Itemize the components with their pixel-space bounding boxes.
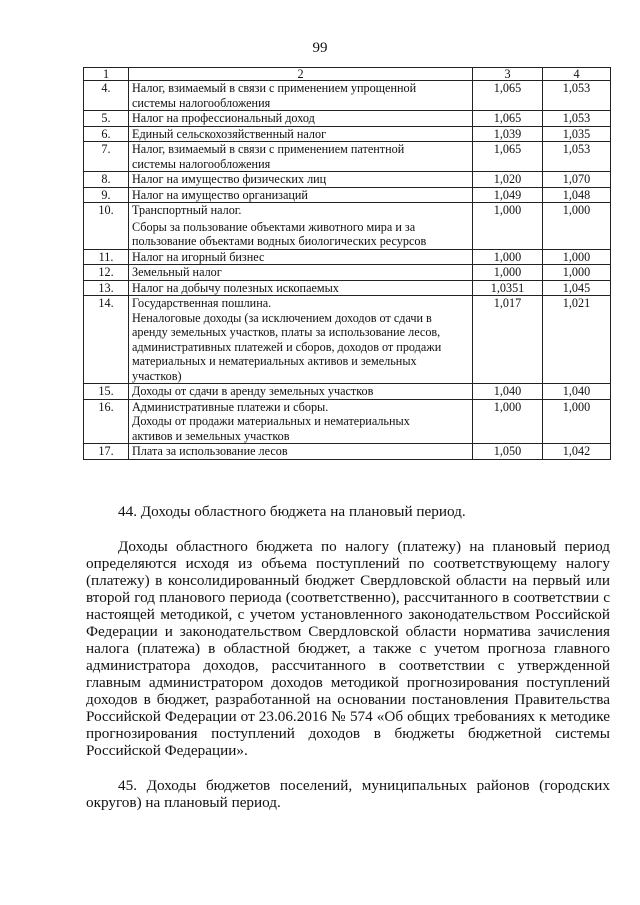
coefficients-table [83, 67, 611, 460]
coefficient-year-2-cell: 1,000 [543, 203, 611, 250]
tax-name-line: системы налогообложения [132, 95, 271, 110]
row-number-cell: 13. [84, 280, 129, 296]
tax-name-cell [129, 265, 473, 281]
coefficient-year-1-cell: 1,065 [473, 111, 543, 127]
table-row [84, 111, 611, 127]
coefficient-year-1-cell: 1,017 [473, 296, 543, 384]
tax-name-line: Доходы от сдачи в аренду земельных участков [132, 384, 374, 398]
tax-name-line: участков) [132, 368, 182, 383]
coefficient-year-2-cell: 1,053 [543, 111, 611, 127]
coefficient-year-1-cell: 1,065 [473, 81, 543, 111]
tax-name-line: Налог на игорный бизнес [132, 249, 265, 264]
coefficient-year-2-cell: 1,053 [543, 81, 611, 111]
row-number-cell: 10. [84, 203, 129, 250]
coefficient-year-1-cell: 1,065 [473, 142, 543, 172]
tax-name-line: Транспортный налог. [132, 203, 242, 217]
tax-name-line: Плата за использование лесов [132, 444, 288, 458]
section-45-paragraph: 45. Доходы бюджетов поселений, муниципальных районов (городских округов) на плановый период. [86, 777, 610, 811]
coefficient-year-2-cell: 1,035 [543, 126, 611, 142]
tax-name-line: системы налогообложения [132, 156, 271, 171]
coefficient-year-1-cell: 1,000 [473, 249, 543, 265]
coefficient-year-2-cell: 1,000 [543, 265, 611, 281]
tax-name-line: Административные платежи и сборы. [132, 399, 329, 414]
tax-name-line: Доходы от продажи материальных и нематериальных [132, 414, 410, 428]
coefficient-year-2-cell: 1,048 [543, 187, 611, 203]
row-number-cell: 9. [84, 187, 129, 203]
table-row [84, 444, 611, 460]
row-number-cell: 6. [84, 126, 129, 142]
tax-name-cell [129, 203, 473, 250]
tax-name-line: Единый сельскохозяйственный налог [132, 126, 327, 141]
table-row [84, 81, 611, 111]
coefficient-year-2-cell: 1,000 [543, 249, 611, 265]
coefficient-year-1-cell: 1,000 [473, 265, 543, 281]
header-cell: 3 [473, 68, 543, 81]
table-row [84, 203, 611, 250]
row-number-cell: 14. [84, 296, 129, 384]
tax-name-line: административных платежей и сборов, доходов от продажи [132, 339, 442, 354]
tax-name-cell [129, 142, 473, 172]
tax-name-line: Государственная пошлина. [132, 296, 272, 310]
table-row [84, 384, 611, 400]
table-row [84, 249, 611, 265]
header-cell: 2 [129, 68, 473, 81]
coefficient-year-2-cell: 1,021 [543, 296, 611, 384]
coefficient-year-2-cell: 1,000 [543, 399, 611, 444]
coefficient-year-1-cell: 1,000 [473, 399, 543, 444]
tax-name-cell [129, 187, 473, 203]
row-number-cell: 4. [84, 81, 129, 111]
tax-name-line: пользование объектами водных биологических ресурсов [132, 234, 427, 248]
coefficient-year-2-cell: 1,053 [543, 142, 611, 172]
tax-name-cell [129, 280, 473, 296]
tax-name-line: материальных и нематериальных активов и земельных [132, 354, 417, 368]
coefficient-year-1-cell: 1,049 [473, 187, 543, 203]
row-number-cell: 5. [84, 111, 129, 127]
coefficient-year-1-cell: 1,020 [473, 172, 543, 188]
table-row [84, 126, 611, 142]
coefficient-year-2-cell: 1,040 [543, 384, 611, 400]
header-cell: 1 [84, 68, 129, 81]
tax-name-cell [129, 111, 473, 127]
row-number-cell: 17. [84, 444, 129, 460]
row-number-cell: 16. [84, 399, 129, 444]
coefficient-year-2-cell: 1,045 [543, 280, 611, 296]
tax-name-cell [129, 384, 473, 400]
table-row [84, 265, 611, 281]
tax-name-line: Налог на имущество физических лиц [132, 172, 327, 186]
tax-name-line: Налог, взимаемый в связи с применением патентной [132, 142, 405, 156]
page-number: 99 [312, 40, 328, 56]
header-cell: 4 [543, 68, 611, 81]
table-row [84, 280, 611, 296]
tax-name-cell [129, 81, 473, 111]
table-row [84, 142, 611, 172]
table-row [84, 172, 611, 188]
tax-name-line: активов и земельных участков [132, 428, 290, 443]
table-row [84, 296, 611, 384]
table-header-row [84, 68, 611, 81]
coefficient-year-2-cell: 1,070 [543, 172, 611, 188]
section-44-paragraph: Доходы областного бюджета по налогу (платежу) на плановый период определяются исходя из объема поступлений по соответствующему налогу (платежу) в консолидированный бюджет Свердловской области на первый или второй год планового периода (соответственно), рассчитанного в соответствии с настоящей методикой, с учетом установленного законодательством Российской Федерации и законодательством Свердловской области норматива зачисления налога (платежа) в областной бюджет, а также с учетом прогноза главного администратора доходов, рассчитанного в соответствии с утвержденной главным администратором доходов методикой прогнозирования поступлений доходов в бюджет, разработанной на основании постановления Правительства Российской Федерации от 23.06.2016 № 574 «Об общих требованиях к методике прогнозирования поступлений доходов в бюджеты бюджетной системы Российской Федерации». [86, 538, 610, 759]
tax-name-line: Земельный налог [132, 265, 222, 279]
tax-name-line: Налог, взимаемый в связи с применением упрощенной [132, 81, 417, 95]
coefficient-year-1-cell: 1,0351 [473, 280, 543, 296]
coefficient-year-2-cell: 1,042 [543, 444, 611, 460]
row-number-cell: 15. [84, 384, 129, 400]
tax-name-line: аренду земельных участков, платы за использование лесов, [132, 325, 441, 339]
tax-name-cell [129, 172, 473, 188]
tax-name-line: Неналоговые доходы (за исключением доходов от сдачи в [132, 310, 432, 325]
coefficient-year-1-cell: 1,039 [473, 126, 543, 142]
row-number-cell: 8. [84, 172, 129, 188]
tax-name-line: Сборы за пользование объектами животного мира и за [132, 219, 416, 234]
coefficient-year-1-cell: 1,040 [473, 384, 543, 400]
tax-name-cell [129, 296, 473, 384]
tax-name-cell [129, 126, 473, 142]
tax-name-cell [129, 399, 473, 444]
table-row [84, 187, 611, 203]
coefficient-year-1-cell: 1,000 [473, 203, 543, 250]
tax-name-line: Налог на имущество организаций [132, 187, 308, 202]
table-row [84, 399, 611, 444]
row-number-cell: 11. [84, 249, 129, 265]
coefficient-year-1-cell: 1,050 [473, 444, 543, 460]
tax-name-cell [129, 444, 473, 460]
row-number-cell: 7. [84, 142, 129, 172]
row-number-cell: 12. [84, 265, 129, 281]
tax-name-cell [129, 249, 473, 265]
tax-name-line: Налог на добычу полезных ископаемых [132, 280, 339, 295]
section-44-heading: 44. Доходы областного бюджета на плановый период. [118, 503, 466, 520]
tax-name-line: Налог на профессиональный доход [132, 111, 315, 125]
